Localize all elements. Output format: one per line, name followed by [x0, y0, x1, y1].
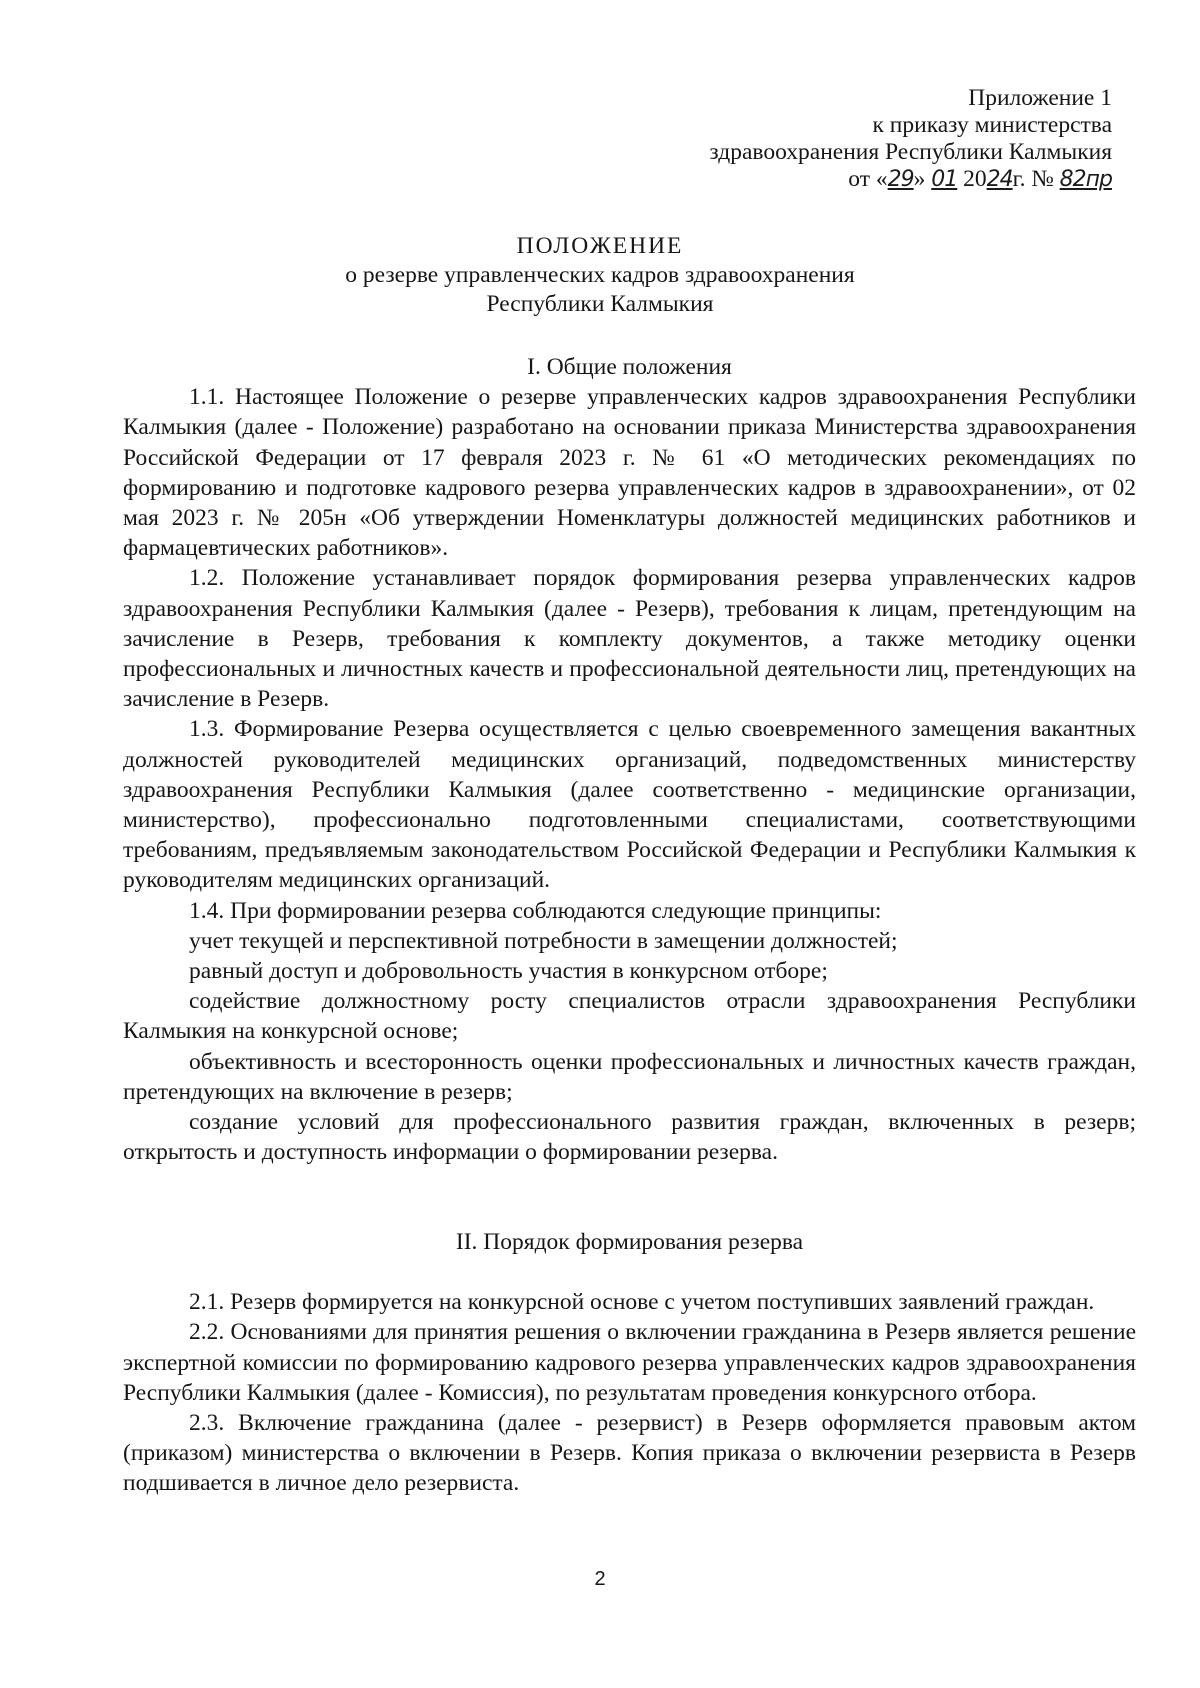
paragraph: 1.3. Формирование Резерва осуществляется с целью своевременного замещения вакантных должностей руководителей медицинских организаций, подведомственных министерству здравоохранения Республики Калмыкия (далее соответственно - медицинские организации, министерство), профессионально подготовленными специалистами, соответствующими требованиям, предъявляемым законодательством Российской Федерации и Республики Калмыкия к руководителям медицинских организаций.: [123, 716, 1136, 894]
date-year-prefix: 20: [957, 166, 987, 192]
attachment-line-3: здравоохранения Республики Калмыкия: [709, 139, 1112, 165]
section-reserve-formation: [123, 1227, 1136, 1499]
list-item: создание условий для профессионального развития граждан, включенных в резерв; открытость и доступность информации о формировании резерва.: [123, 1109, 1136, 1166]
date-separator: »: [913, 166, 926, 192]
order-number-handwritten: 82пр: [1059, 167, 1112, 192]
attachment-line-1: Приложение 1: [968, 85, 1112, 111]
attachment-line-2: к приказу министерства: [872, 112, 1112, 138]
document-subtitle-line-1: о резерве управленческих кадров здравоохранения: [345, 262, 855, 288]
paragraph: 1.1. Настоящее Положение о резерве управленческих кадров здравоохранения Республики Калмыкия (далее - Положение) разработано на основании приказа Министерства здравоохранения Российской Федерации от 17 февраля 2023 г. № 61 «О методических рекомендациях по формированию и подготовке кадрового резерва управленческих кадров в здравоохранении», от 02 мая 2023 г. № 205н «Об утверждении Номенклатуры должностей медицинских работников и фармацевтических работников».: [123, 384, 1136, 562]
document-title-block: [0, 232, 1200, 319]
list-item: объективность и всесторонность оценки профессиональных и личностных качеств граждан, претендующих на включение в резерв;: [123, 1048, 1136, 1105]
order-date-line: [709, 166, 1112, 193]
paragraph: 2.3. Включение гражданина (далее - резервист) в Резерв оформляется правовым актом (приказом) министерства о включении в Резерв. Копия приказа о включении резервиста в Резерв подшивается в личное дело резервиста.: [123, 1410, 1136, 1497]
attachment-header: [709, 85, 1112, 193]
section-heading: II. Порядок формирования резерва: [455, 1229, 804, 1255]
number-prefix: г. №: [1012, 166, 1054, 192]
paragraph: 1.2. Положение устанавливает порядок формирования резерва управленческих кадров здравоохранения Республики Калмыкия (далее - Резерв), требования к лицам, претендующим на зачисление в Резерв, требования к комплекту документов, а также методику оценки профессиональных и личностных качеств и профессиональной деятельности лиц, претендующих на зачисление в Резерв.: [123, 565, 1136, 713]
spacer: [123, 1257, 1136, 1287]
section-heading: I. Общие положения: [527, 354, 732, 380]
paragraph: 1.4. При формировании резерва соблюдаются следующие принципы:: [189, 897, 882, 924]
date-month-handwritten: 01: [931, 167, 958, 192]
list-item: равный доступ и добровольность участия в конкурсном отборе;: [189, 958, 828, 985]
section-general-provisions: [123, 352, 1136, 1167]
date-prefix: от «: [848, 166, 888, 192]
paragraph: 2.1. Резерв формируется на конкурсной основе с учетом поступивших заявлений граждан.: [189, 1289, 1095, 1316]
document-subtitle-line-2: Республики Калмыкия: [486, 291, 714, 317]
list-item: учет текущей и перспективной потребности в замещении должностей;: [189, 927, 898, 954]
date-year-handwritten: 24: [986, 167, 1013, 192]
paragraph: 2.2. Основаниями для принятия решения о включении гражданина в Резерв является решение экспертной комиссии по формированию кадрового резерва управленческих кадров здравоохранения Республики Калмыкия (далее - Комиссия), по результатам проведения конкурсного отбора.: [123, 1319, 1136, 1406]
date-day-handwritten: 29: [887, 167, 914, 192]
page-number: 2: [594, 1568, 606, 1590]
list-item: содействие должностному росту специалистов отрасли здравоохранения Республики Калмыкия на конкурсной основе;: [123, 988, 1136, 1045]
document-title: ПОЛОЖЕНИЕ: [516, 233, 684, 259]
